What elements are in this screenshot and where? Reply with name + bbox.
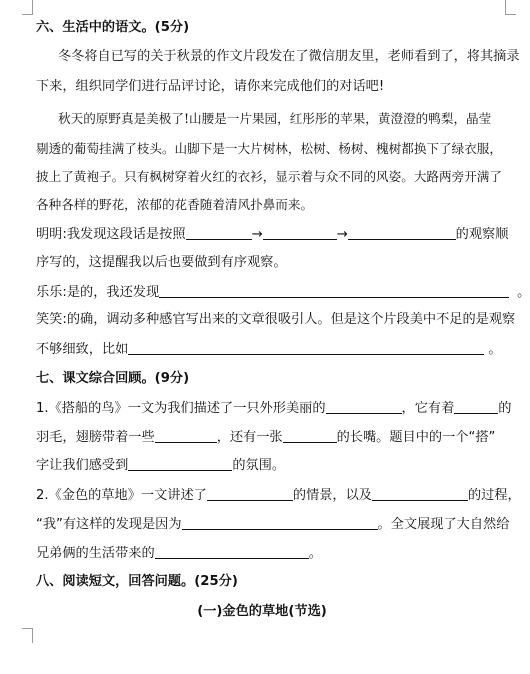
period: 。 — [488, 342, 502, 357]
section-7-title: 七、课文综合回顾。(9分) — [36, 371, 190, 386]
q2-text-d: “我”有这样的发现是因为 — [36, 517, 182, 532]
passage-line-4: 各种各样的野花，浓郁的花香随着清风扑鼻而来。 — [36, 197, 314, 212]
q1-text-e: ，还有一张 — [216, 430, 283, 445]
q1-text-d: 羽毛，翅膀带着一些 — [36, 430, 155, 445]
answer-blank[interactable] — [155, 544, 309, 559]
q2-line-2 — [36, 515, 509, 534]
mingming-line-2: 序写的，这提醒我以后也要做到有序观察。 — [36, 255, 287, 270]
answer-blank[interactable] — [326, 399, 402, 414]
answer-blank[interactable] — [182, 515, 378, 530]
answer-blank[interactable] — [283, 428, 337, 443]
crop-mark-top-right — [505, 0, 516, 15]
q1-line-2 — [36, 428, 495, 447]
crop-mark-bottom-left — [22, 628, 33, 643]
answer-blank[interactable] — [186, 225, 252, 240]
mingming-prefix: 明明:我发现这段话是按照 — [36, 227, 186, 242]
lele-line — [36, 283, 530, 302]
q2-line-1 — [36, 486, 521, 505]
section-6-title: 六、生活中的语文。(5分) — [36, 20, 190, 35]
answer-blank[interactable] — [128, 456, 232, 471]
passage-line-3: 披上了黄袍子。只有枫树穿着火红的衣衫，显示着与众不同的风姿。大路两旁开满了 — [36, 169, 502, 184]
arrow-2: → — [336, 227, 348, 242]
mingming-line-1 — [36, 225, 508, 244]
q1-text-f: 的长嘴。题目中的一个“搭” — [336, 430, 496, 445]
q2-text-g: 。 — [308, 546, 322, 561]
mingming-suffix: 的观察顺 — [455, 227, 509, 242]
passage-line-2: 剔透的葡萄挂满了枝头。山脚下是一大片树林，松树、杨树、槐树都换下了绿衣服， — [36, 141, 502, 156]
s6-intro-line-2: 下来，组织同学们进行品评讨论，请你来完成他们的对话吧! — [36, 79, 385, 94]
s6-intro-line-1: 冬冬将自已写的关于秋景的作文片段发在了微信朋友里，老师看到了，将其摘录 — [58, 49, 520, 64]
crop-mark-top-left — [22, 0, 33, 15]
section-8-title: 八、阅读短文，回答问题。(25分) — [36, 574, 238, 589]
answer-blank[interactable] — [348, 225, 456, 240]
xiaoxiao-line-1: 笑笑:的确，调动多种感官写出来的文章很吸引人。但是这个片段美中不足的是观察 — [36, 312, 516, 327]
q2-text-b: 的情景，以及 — [292, 488, 372, 503]
lele-prefix: 乐乐:是的，我还发现 — [36, 285, 160, 300]
xiaoxiao-prefix: 不够细致，比如 — [36, 342, 129, 357]
answer-blank[interactable] — [454, 399, 498, 414]
q1-text-b: ，它有着 — [401, 401, 455, 416]
answer-blank[interactable] — [159, 283, 509, 298]
passage-line-1: 秋天的原野真是美极了!山腰是一片果园，红彤彤的苹果，黄澄澄的鸭梨，晶莹 — [58, 111, 492, 126]
passage-title: (一)金色的草地(节选) — [197, 604, 327, 619]
answer-blank[interactable] — [372, 486, 468, 501]
q1-text-h: 的氛围。 — [232, 458, 286, 473]
q1-text-a: 1.《搭船的鸟》一文为我们描述了一只外形美丽的 — [36, 401, 326, 416]
answer-blank[interactable] — [263, 225, 337, 240]
period: 。 — [517, 285, 530, 300]
answer-blank[interactable] — [155, 428, 217, 443]
q2-text-f: 兄弟俩的生活带来的 — [36, 546, 155, 561]
q2-text-e: 。全文展现了大自然给 — [377, 517, 510, 532]
q1-text-c: 的 — [498, 401, 512, 416]
q1-line-1 — [36, 399, 511, 418]
answer-blank[interactable] — [207, 486, 293, 501]
arrow-1: → — [251, 227, 263, 242]
xiaoxiao-line-2 — [36, 340, 502, 359]
q1-text-g: 字让我们感受到 — [36, 458, 129, 473]
q1-line-3 — [36, 456, 285, 475]
answer-blank[interactable] — [128, 340, 484, 355]
q2-text-c: 的过程， — [467, 488, 521, 503]
q2-line-3 — [36, 544, 322, 563]
q2-text-a: 2.《金色的草地》一文讲述了 — [36, 488, 207, 503]
